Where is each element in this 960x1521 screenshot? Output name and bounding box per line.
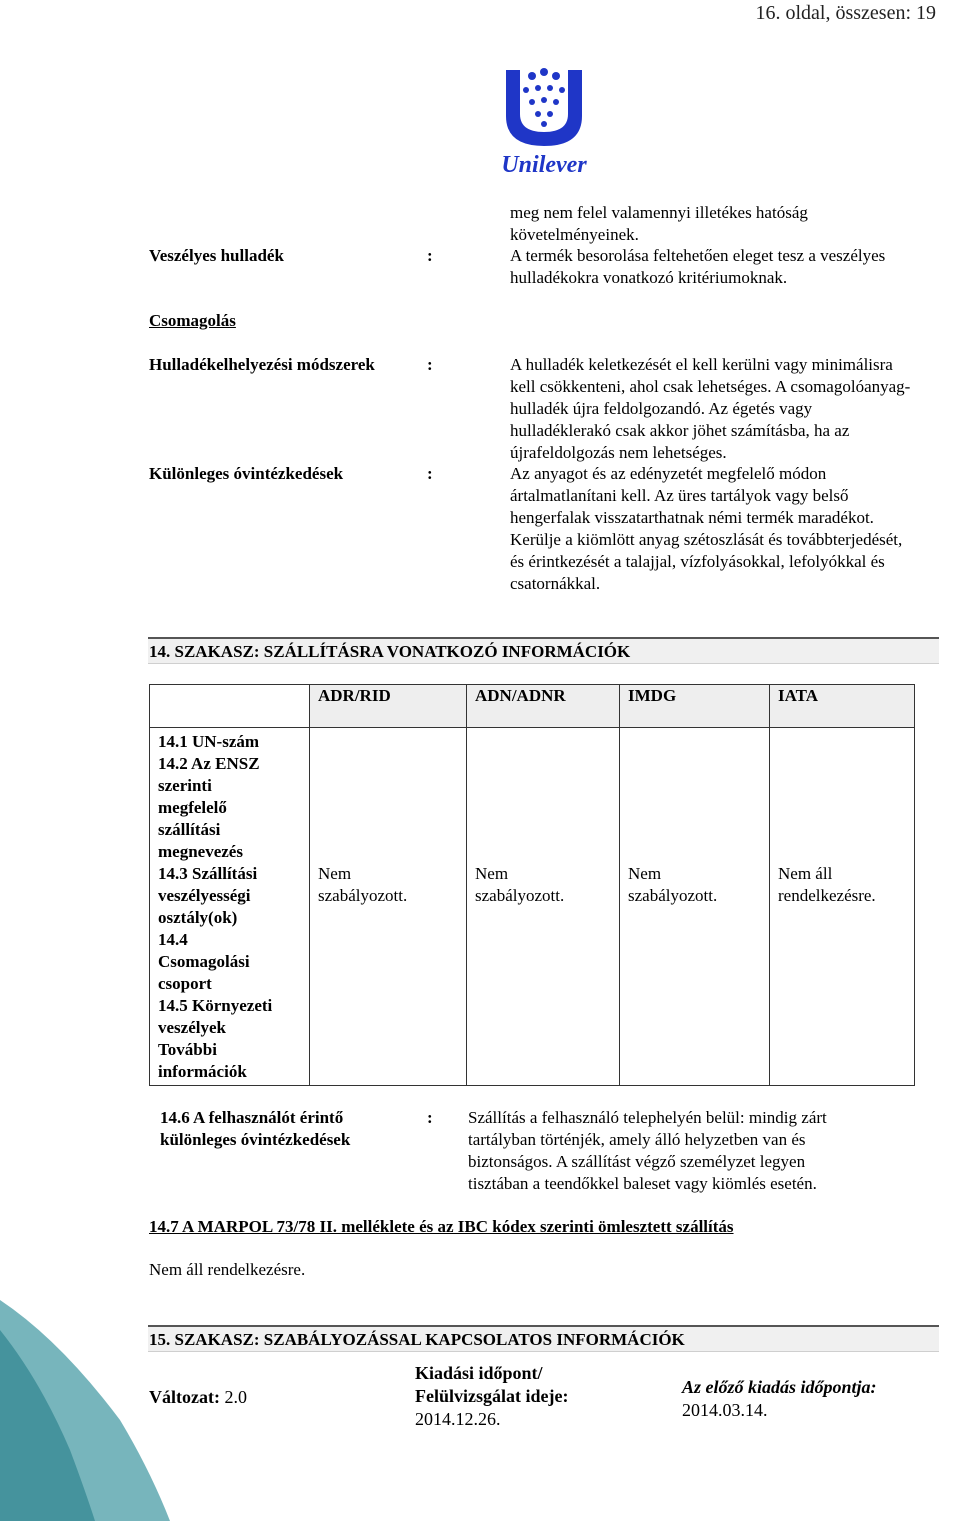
row-label: információk bbox=[158, 1062, 247, 1081]
cell-value-line: Nem áll bbox=[778, 864, 833, 883]
value-line: hulladéklerakó csak akkor jöhet számításba, ha az bbox=[510, 421, 850, 440]
value-line: csatornákkal. bbox=[510, 574, 601, 593]
cell-value-line: rendelkezésre. bbox=[778, 886, 876, 905]
row-label: osztály(ok) bbox=[158, 908, 238, 927]
row-label: 14.5 Környezeti bbox=[158, 996, 273, 1015]
issue-label-line: Kiadási időpont/ bbox=[415, 1363, 543, 1383]
imdg-value-cell bbox=[620, 728, 770, 1086]
version-value: 2.0 bbox=[224, 1387, 247, 1407]
value-line: és érintkezését a talajjal, vízfolyásokkal, lefolyókkal és bbox=[510, 552, 885, 571]
footer-previous-date bbox=[682, 1376, 877, 1422]
row-label: veszélyek bbox=[158, 1018, 226, 1037]
unilever-logo bbox=[492, 62, 596, 180]
adn-adnr-value-cell bbox=[467, 728, 620, 1086]
continuation-text bbox=[510, 202, 950, 246]
row-label: 14.4 bbox=[158, 930, 188, 949]
value-line: A hulladék keletkezését el kell kerülni vagy minimálisra bbox=[510, 355, 893, 374]
row-labels-cell bbox=[150, 728, 310, 1086]
value-line: ártalmatlanítani kell. Az üres tartályok vagy belső bbox=[510, 486, 849, 505]
row-label: További bbox=[158, 1040, 217, 1059]
page-number: 16. oldal, összesen: 19 bbox=[755, 2, 936, 24]
continuation-line: meg nem felel valamennyi illetékes hatóság bbox=[510, 203, 808, 222]
value-line: hulladék újra feldolgozandó. Az égetés vagy bbox=[510, 399, 813, 418]
packaging-heading: Csomagolás bbox=[149, 311, 236, 330]
marpol-text: Nem áll rendelkezésre. bbox=[149, 1260, 306, 1279]
iata-value-cell bbox=[770, 728, 915, 1086]
user-precautions-value bbox=[468, 1107, 928, 1195]
column-header-imdg: IMDG bbox=[620, 685, 770, 728]
row-label: Csomagolási bbox=[158, 952, 250, 971]
value-line: A termék besorolása feltehetően eleget tesz a veszélyes bbox=[510, 246, 886, 265]
value-line: Az anyagot és az edényzetét megfelelő módon bbox=[510, 464, 827, 483]
adr-rid-value-cell bbox=[310, 728, 467, 1086]
value-line: Szállítás a felhasználó telephelyén belül: mindig zárt bbox=[468, 1108, 827, 1127]
row-label: 14.2 Az ENSZ bbox=[158, 754, 260, 773]
version-label: Változat: bbox=[149, 1387, 220, 1407]
table-header-empty bbox=[150, 685, 310, 728]
row-label: csoport bbox=[158, 974, 212, 993]
row-label: megnevezés bbox=[158, 842, 243, 861]
issue-label-line: Felülvizsgálat ideje: bbox=[415, 1386, 569, 1406]
special-precautions-value bbox=[510, 463, 950, 595]
column-header-adr-rid: ADR/RID bbox=[310, 685, 467, 728]
value-line: tisztában a teendőkkel baleset vagy kiömlés esetén. bbox=[468, 1174, 817, 1193]
cell-value-line: Nem bbox=[475, 864, 509, 883]
value-line: biztonságos. A szállítást végző személyzet legyen bbox=[468, 1152, 806, 1171]
special-precautions-label: Különleges óvintézkedések bbox=[149, 464, 344, 483]
cell-value-line: szabályozott. bbox=[318, 886, 408, 905]
cell-value-line: Nem bbox=[318, 864, 352, 883]
disposal-methods-label: Hulladékelhelyezési módszerek bbox=[149, 355, 375, 374]
disposal-methods-value bbox=[510, 354, 950, 464]
row-label: veszélyességi bbox=[158, 886, 251, 905]
row-label: 14.3 Szállítási bbox=[158, 864, 258, 883]
cell-value-line: Nem bbox=[628, 864, 662, 883]
hazardous-waste-value bbox=[510, 245, 950, 289]
section-14-heading: 14. SZAKASZ: SZÁLLÍTÁSRA VONATKOZÓ INFORMÁCIÓK bbox=[148, 637, 939, 663]
value-line: kell csökkenteni, ahol csak lehetséges. A csomagolóanyag- bbox=[510, 377, 911, 396]
hazardous-waste-label: Veszélyes hulladék bbox=[149, 246, 284, 265]
transport-table bbox=[149, 684, 915, 1086]
previous-issue-label: Az előző kiadás időpontja: bbox=[682, 1377, 877, 1397]
label-line: 14.6 A felhasználót érintő bbox=[160, 1108, 344, 1127]
table-header-row bbox=[150, 685, 915, 728]
colon: : bbox=[427, 355, 433, 374]
unilever-logo-icon bbox=[492, 62, 596, 180]
footer-issue-date bbox=[415, 1362, 568, 1431]
user-precautions-label bbox=[160, 1107, 350, 1151]
label-line: különleges óvintézkedések bbox=[160, 1130, 351, 1149]
value-line: hulladékokra vonatkozó kritériumoknak. bbox=[510, 268, 788, 287]
section-15-heading: 15. SZAKASZ: SZABÁLYOZÁSSAL KAPCSOLATOS INFORMÁCIÓK bbox=[148, 1325, 939, 1351]
continuation-line: követelményeinek. bbox=[510, 225, 639, 244]
logo-wordmark: Unilever bbox=[501, 152, 587, 178]
cell-value-line: szabályozott. bbox=[628, 886, 718, 905]
row-label: 14.1 UN-szám bbox=[158, 732, 260, 751]
column-header-adn-adnr: ADN/ADNR bbox=[467, 685, 620, 728]
value-line: tartályban történjék, amely álló helyzetben van és bbox=[468, 1130, 806, 1149]
cell-value-line: szabályozott. bbox=[475, 886, 565, 905]
colon: : bbox=[427, 1108, 433, 1127]
value-line: hengerfalak visszatarthatnak némi termék maradékot. bbox=[510, 508, 874, 527]
value-line: Kerülje a kiömlött anyag szétoszlását és továbbterjedését, bbox=[510, 530, 903, 549]
table-row bbox=[150, 728, 915, 1086]
marpol-heading: 14.7 A MARPOL 73/78 II. melléklete és az IBC kódex szerinti ömlesztett szállítás bbox=[149, 1217, 734, 1236]
row-label: megfelelő bbox=[158, 798, 227, 817]
value-line: újrafeldolgozás nem lehetséges. bbox=[510, 443, 727, 462]
column-header-iata: IATA bbox=[770, 685, 915, 728]
row-label: szállítási bbox=[158, 820, 221, 839]
footer-version bbox=[149, 1386, 247, 1409]
previous-issue-value: 2014.03.14. bbox=[682, 1400, 768, 1420]
issue-date-value: 2014.12.26. bbox=[415, 1409, 501, 1429]
row-label: szerinti bbox=[158, 776, 212, 795]
colon: : bbox=[427, 464, 433, 483]
colon: : bbox=[427, 246, 433, 265]
